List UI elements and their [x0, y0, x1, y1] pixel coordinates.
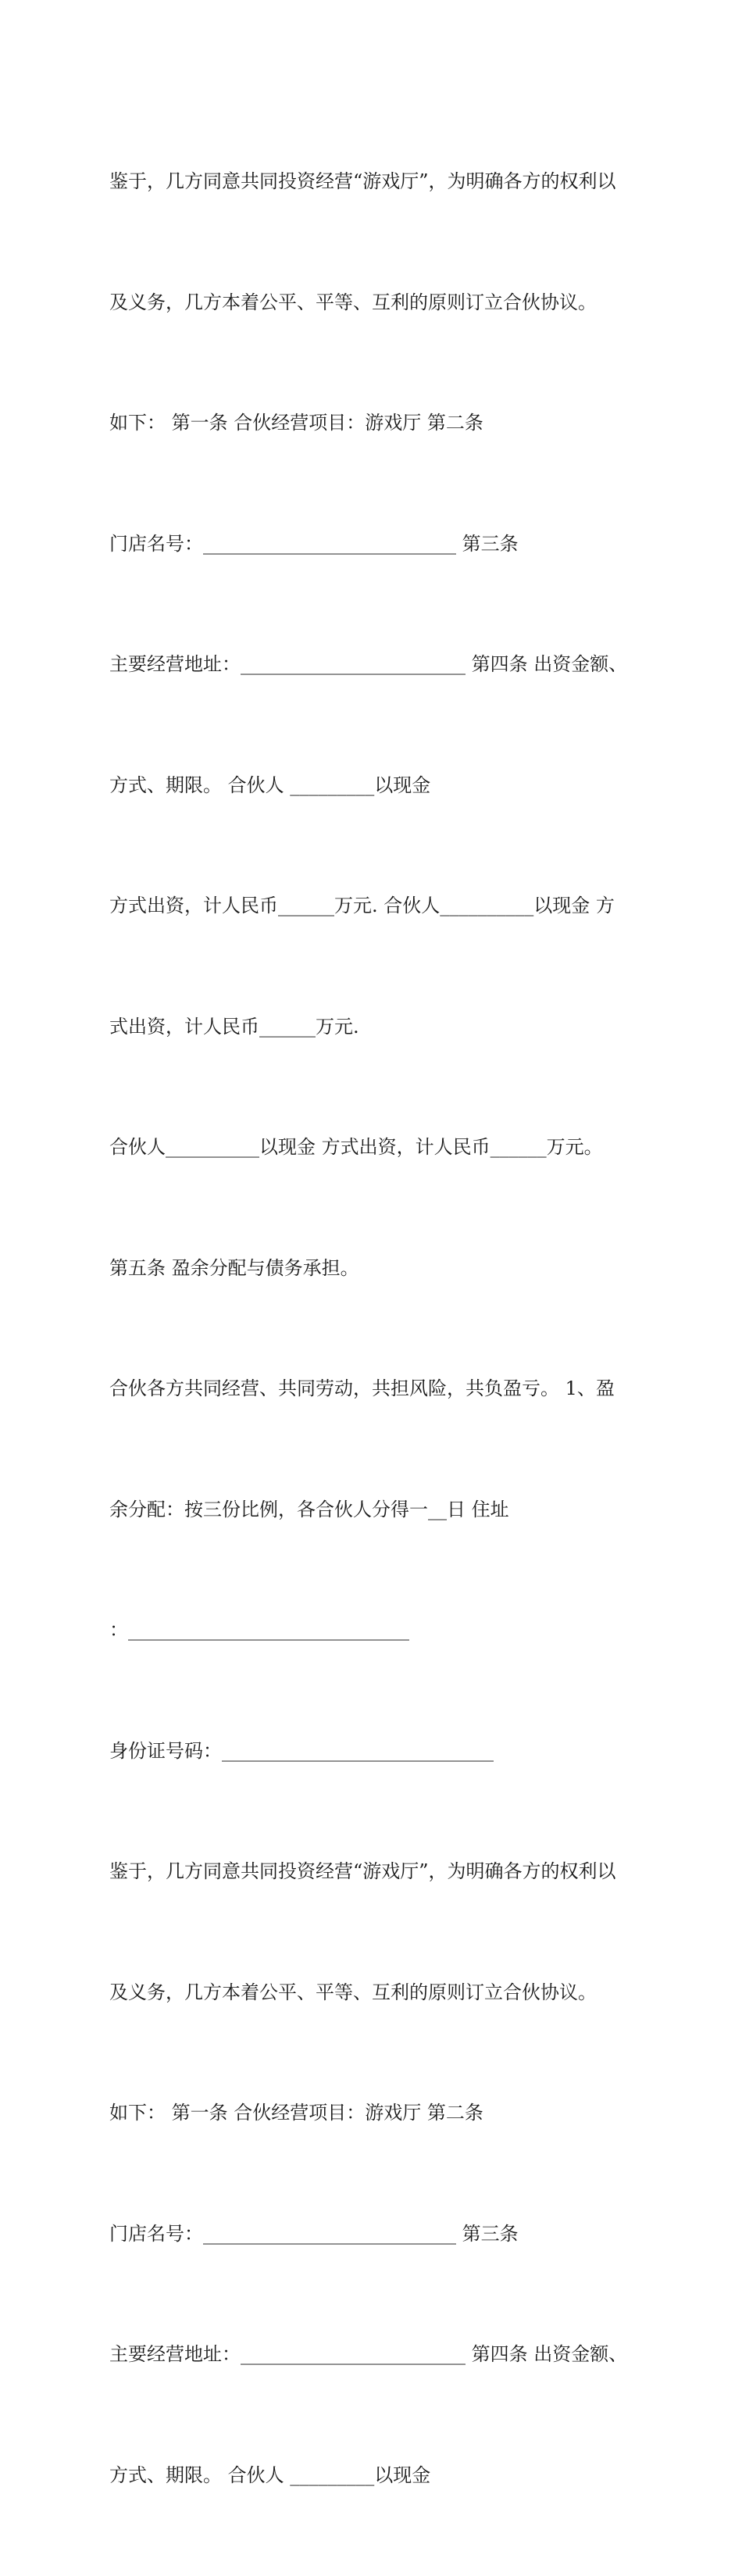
text-line: 合伙人__________以现金 方式出资，计人民币______万元。 — [109, 1136, 603, 1158]
text-line: 合伙各方共同经营、共同劳动，共担风险，共负盈亏。 1、盈 — [109, 1377, 615, 1399]
text-line: 身份证号码：_____________________________ — [109, 1739, 494, 1762]
text-line: 及义务，几方本着公平、平等、互利的原则订立合伙协议。 — [109, 1981, 597, 2003]
text-line: 门店名号：___________________________ 第三条 — [109, 2222, 519, 2245]
text-line: 余分配：按三份比例，各合伙人分得一__日 住址 — [109, 1498, 509, 1520]
text-line: ：______________________________ — [109, 1619, 409, 1641]
text-line: 方式出资，计人民币______万元. 合伙人__________以现金 方 — [109, 895, 615, 916]
text-line: 如下： 第一条 合伙经营项目：游戏厅 第二条 — [109, 412, 483, 434]
text-line: 主要经营地址：________________________ 第四条 出资金额、 — [109, 653, 628, 675]
text-line: 方式、期限。 合伙人 _________以现金 — [109, 774, 431, 796]
document-body — [109, 81, 640, 2576]
text-line: 主要经营地址：________________________ 第四条 出资金额、 — [109, 2343, 628, 2365]
text-line: 鉴于，几方同意共同投资经营“游戏厅”，为明确各方的权利以 — [109, 170, 616, 192]
text-line: 第五条 盈余分配与债务承担。 — [109, 1256, 359, 1279]
text-line: 门店名号：___________________________ 第三条 — [109, 532, 519, 555]
text-line: 鉴于，几方同意共同投资经营“游戏厅”，为明确各方的权利以 — [109, 1860, 616, 1882]
text-line: 如下： 第一条 合伙经营项目：游戏厅 第二条 — [109, 2102, 483, 2124]
text-line: 方式、期限。 合伙人 _________以现金 — [109, 2463, 431, 2486]
text-line: 式出资，计人民币______万元. — [109, 1015, 359, 1038]
text-line: 及义务，几方本着公平、平等、互利的原则订立合伙协议。 — [109, 291, 597, 313]
